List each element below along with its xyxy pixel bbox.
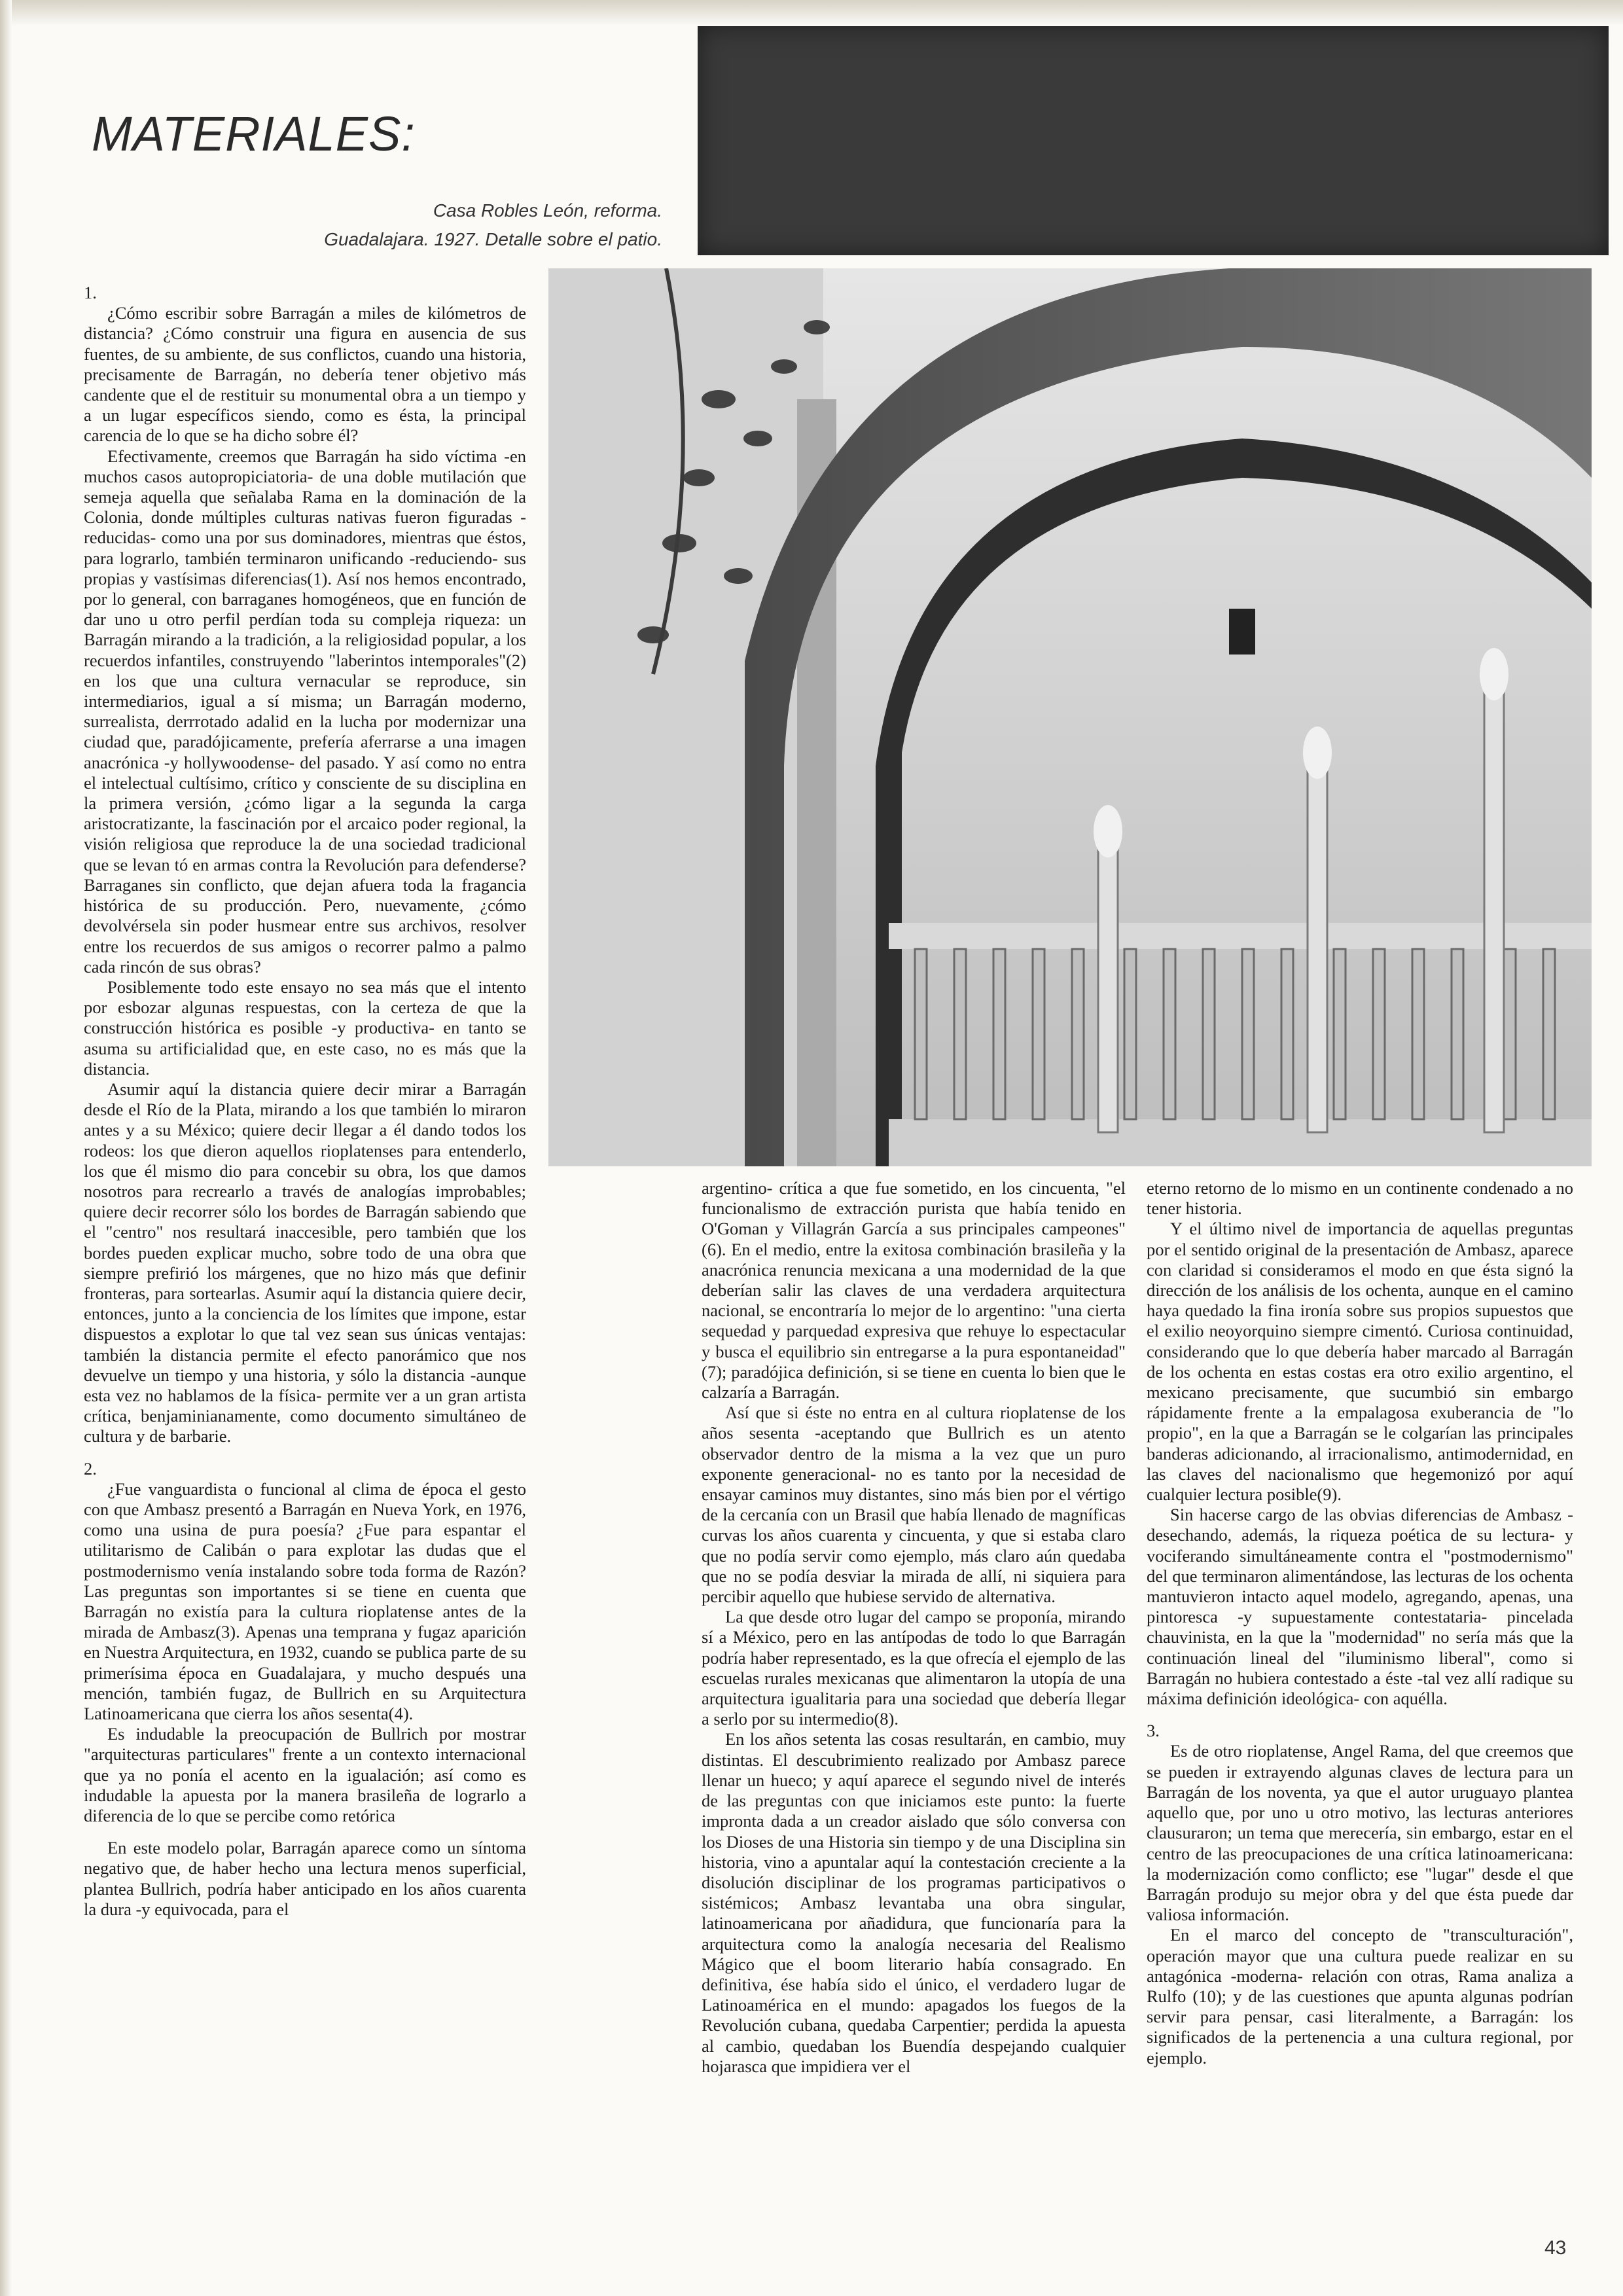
paragraph: eterno retorno de lo mismo en un continente condenado a no tener historia. <box>1147 1178 1573 1219</box>
paragraph: ¿Fue vanguardista o funcional al clima de época el gesto con que Ambasz presentó a Barragán en Nueva York, en 1976, como una usina de pura poesía? ¿Fue para espantar el utilitarismo de Calibán o para explotar las dudas que el postmodernismo venía instalando sobre toda forma de Razón? Las preguntas son importantes si se tiene en cuenta que Barragán no existía para la cultura rioplatense antes de la mirada de Ambasz(3). Apenas una temprana y fugaz aparición en Nuestra Arquitectura, en 1932, cuando se publica parte de su primerísima época en Guadalajara, y mucho después una mención, también fugaz, de Bullrich en su Arquitectura Latinoamericana que cierra los años sesenta(4). <box>84 1479 526 1724</box>
header-dark-box <box>698 26 1609 255</box>
paragraph: Sin hacerse cargo de las obvias diferencias de Ambasz -desechando, además, la riqueza poética de su lectura- y vociferando simultáneamente contra el "postmodernismo" del que terminaron alimentándose, las lecturas de los ochenta mantuvieron intacto aquel modelo, agregando, apenas, una pintoresca -y supuestamente contestataria- pincelada chauvinista, en la que la "modernidad" no sería más que la continuación lineal del "iluminismo liberal", como si Barragán no hubiera contestado a éste -tal vez allí radique su máxima definición ideológica- con aquélla. <box>1147 1505 1573 1709</box>
paragraph: La que desde otro lugar del campo se proponía, mirando sí a México, pero en las antípodas de todo lo que Barragán podría haber representado, es la que ofrecía el ejemplo de las escuelas rurales mexicanas que alimentaron la utopía de una arquitectura igualitaria para una sociedad que debería llegar a serlo por su intermedio(8). <box>702 1607 1126 1729</box>
paragraph: argentino- crítica a que fue sometido, en los cincuenta, "el funcionalismo de extracción purista que había tenido en O'Goman y Villagrán García a sus principales campeones"(6). En el medio, entre la exitosa combinación brasileña y la anacrónica renuncia mexicana a una modernidad de la que deberían salir las claves de una verdadera arquitectura nacional, se encontraría lo mejor de lo argentino: "una cierta sequedad y parquedad expresiva que rehuye lo espectacular y busca el equilibrio sin entregarse a la pura espontaneidad"(7); paradójica definición, si se tiene en cuenta lo bien que le calzaría a Barragán. <box>702 1178 1126 1403</box>
patio-photograph <box>548 268 1592 1166</box>
page-top-edge <box>0 0 1623 26</box>
paragraph: Así que si éste no entra en al cultura rioplatense de los años sesenta -aceptando que Bullrich es un atento observador dentro de la misma a la vez que un puro exponente generacional- no es tanto por la necesidad de ensayar caminos muy distantes, sino más bien por el vértigo de la cercanía con un Brasil que había llenado de magníficas curvas los años cuarenta y cincuenta, y que si estaba claro que no podía servir como ejemplo, más claro aún quedaba que no se podía desviar la mirada de allí, ni siquiera para percibir aquello que hubiese servido de alternativa. <box>702 1403 1126 1607</box>
paragraph: Es indudable la preocupación de Bullrich por mostrar "arquitecturas particulares" frente a un contexto internacional que ya no ponía el acento en la igualación; así como es indudable la apuesta por la manera brasileña de lograrlo a diferencia de lo que se percibe como retórica <box>84 1724 526 1826</box>
text-column-2 <box>702 1178 1126 2077</box>
paragraph: Posiblemente todo este ensayo no sea más que el intento por esbozar algunas respuestas, con la certeza de que la construcción histórica es posible -y productiva- en tanto se asuma su artificialidad que, en este caso, no es más que la distancia. <box>84 977 526 1079</box>
paragraph: En el marco del concepto de "transculturación", operación mayor que una cultura puede realizar en su antagónica -moderna- relación con otras, Rama analiza a Rulfo (10); y de las cuestiones que apunta algunas podrían servir para pensar, casi literalmente, a Barragán: los significados de la pertenencia a una cultura regional, por ejemplo. <box>1147 1925 1573 2068</box>
section-number-1: 1. <box>84 283 97 302</box>
paragraph: Asumir aquí la distancia quiere decir mirar a Barragán desde el Río de la Plata, mirando a los que también lo miraron antes y a su México; quiere decir llegar a él dando todos los rodeos: los que dieron aquellos rioplatenses para entenderlo, los que él mismo dio para concebir su obra, los que damos nosotros para recrearlo a través de analogías improbables; quiere decir recorrer sólo los bordes de Barragán sabiendo que el "centro" nos resultará inaccesible, pero también que los bordes pueden explicar mucho, sobre todo de una obra que siempre prefirió los márgenes, que no hizo más que definir fronteras, para sortearlas. Asumir aquí la distancia quiere decir, entonces, junto a la conciencia de los límites que impone, estar dispuestos a explotar lo que tal vez sean sus únicas ventajas: también la distancia permite el efecto panorámico que nos devuelve un tiempo y una historia, y sólo la distancia -aunque esta vez no hablamos de la física- permite ver a un gran artista crítica, benjaminianamente, como documento simultáneo de cultura y de barbarie. <box>84 1079 526 1446</box>
paragraph: Efectivamente, creemos que Barragán ha sido víctima -en muchos casos autopropiciatoria- de una doble mutilación que semeja aquella que señalaba Rama en la dominación de la Colonia, donde múltiples culturas nativas fueron figuradas -reducidas- como una por sus dominadores, mientras que éstos, para lograrlo, también terminaron unificando -reduciendo- sus propias y vastísimas diferencias(1). Así nos hemos encontrado, por lo general, con barraganes homogéneos, que en función de dar uno u otro perfil perdían toda su compleja riqueza: un Barragán mirando a la tradición, a la religiosidad popular, a los recuerdos infantiles, construyendo "laberintos intemporales"(2) en los que una cultura vernacular se reproduce, sin intermediarios, igual a sí misma; un Barragán moderno, surrealista, derrrotado adalid en la lucha por modernizar una ciudad que, paradójicamente, prefería aferrarse a una imagen anacrónica -y hollywoodense- del pasado. Y así como no entra el intelectual cultísimo, crítico y consciente de su disciplina en la primera versión, ¿cómo ligar a la segunda la carga aristocratizante, la fascinación por el arcaico poder regional, la visión religiosa que reproduce la de una sociedad tradicional que se levan tó en armas contra la Revolución para defenderse? Barraganes sin conflicto, que dejan afuera toda la fragancia histórica de su producción. Pero, nuevamente, ¿cómo devolvérsela sin poder husmear entre sus archivos, resolver entre los recuerdos de sus amigos o recorrer palmo a palmo cada rincón de sus obras? <box>84 446 526 977</box>
section-number-2: 2. <box>84 1458 97 1479</box>
caption-line-1: Casa Robles León, reforma. <box>433 200 662 221</box>
text-column-3 <box>1147 1178 1573 2068</box>
paragraph: ¿Cómo escribir sobre Barragán a miles de kilómetros de distancia? ¿Cómo construir una figura en ausencia de sus fuentes, de su ambiente, de sus conflictos, cuando una historia, precisamente de Barragán, no debería tener objetivo más candente que el de restituir su monumental obra a un tiempo y a un lugar específicos siendo, como es ésta, la principal carencia de lo que se ha dicho sobre él? <box>84 303 526 446</box>
page-number: 43 <box>1544 2237 1567 2259</box>
section-number-3: 3. <box>1147 1721 1160 1741</box>
patio-arch-illustration <box>548 268 1592 1166</box>
paragraph: En los años setenta las cosas resultarán, en cambio, muy distintas. El descubrimiento realizado por Ambasz parece llenar un hueco; y aquí aparece el segundo nivel de interés de las preguntas con que iniciamos este punto: la fuerte impronta dada a un creador aislado que sólo conversa con los Dioses de una Historia sin tiempo y de una Disciplina sin historia, vino a apuntalar aquí la contestación creciente a la disolución disciplinar de los programas participativos o sistémicos; Ambasz levantaba una obra singular, latinoamericana por añadidura, que funcionaría para la arquitectura como la analogía necesaria del Realismo Mágico que el boom literario había consagrado. En definitiva, ése había sido el único, el verdadero lugar de Latinoamérica en el mundo: apagados los fuegos de la Revolución cubana, quedaba Carpentier; perdida la apuesta al cambio, quedaban los Buendía despejando cualquier hojarasca que impidiera ver el <box>702 1729 1126 2076</box>
paragraph: Y el último nivel de importancia de aquellas preguntas por el sentido original de la presentación de Ambasz, aparece con claridad si consideramos el modo en que ésta signó la dirección de los análisis de los ochenta, aunque en el camino haya quedado la fina ironía sobre sus propios supuestos que el exilio neoyorquino siempre cimentó. Curiosa continuidad, considerando que lo que debería haber marcado al Barragán de los ochenta en estas costas era otro exilio argentino, el mexicano precisamente, que sucumbió sin embargo rápidamente frente a la empalagosa exuberancia de "lo propio", en la que a Barragán se le colgarían las principales banderas adicionando, al irracionalismo, antimodernidad, en las claves del nacionalismo que hegemonizó por aquí cualquier lectura posible(9). <box>1147 1219 1573 1505</box>
page-left-edge <box>0 0 12 2296</box>
text-column-1 <box>84 283 526 1920</box>
section-title: MATERIALES: <box>92 107 416 161</box>
paragraph: Es de otro rioplatense, Angel Rama, del que creemos que se pueden ir extrayendo algunas claves de lectura para un Barragán de los noventa, ya que el autor uruguayo plantea aquello que, por uno u otro motivo, las lecturas anteriores clausuraron; un tema que merecería, sin embargo, estar en el centro de las preocupaciones de una crítica latinoamericana: la modernización como conflicto; ese "lugar" desde el que Barragán produjo su mejor obra y del que ésta puede dar valiosa información. <box>1147 1741 1573 1925</box>
caption-line-2: Guadalajara. 1927. Detalle sobre el patio. <box>324 229 662 249</box>
paragraph: En este modelo polar, Barragán aparece como un síntoma negativo que, de haber hecho una lectura menos superficial, plantea Bullrich, podría haber anticipado en los años cuarenta la dura -y equivocada, para el <box>84 1838 526 1919</box>
photo-caption <box>262 196 662 254</box>
